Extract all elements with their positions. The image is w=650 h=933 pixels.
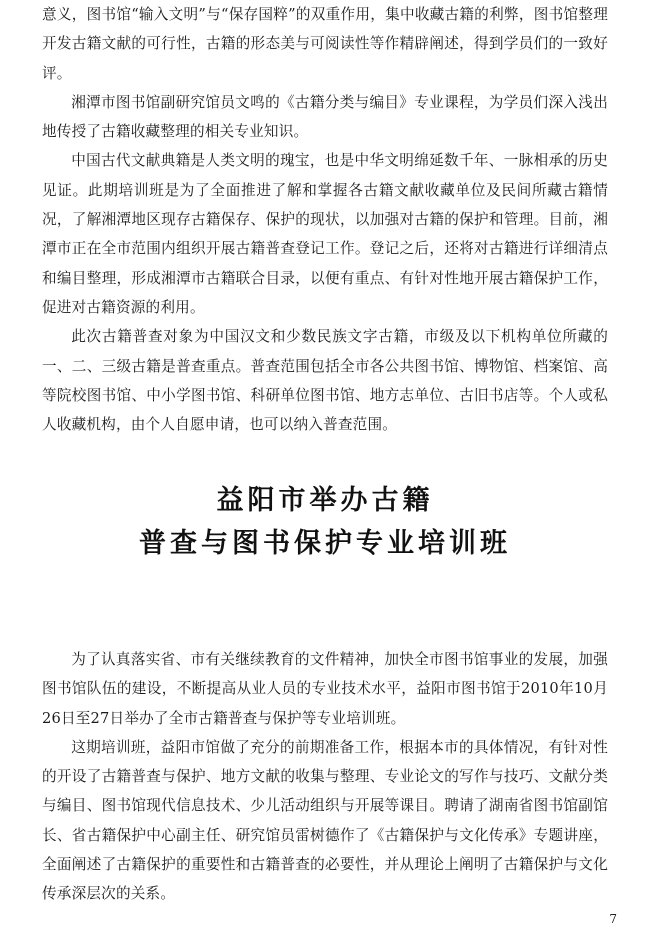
article-title-line-2: 普查与图书保护专业培训班 (139, 528, 511, 559)
page-number: 7 (609, 912, 617, 926)
previous-article-continuation (42, 0, 608, 439)
article-body (42, 645, 608, 909)
body-paragraph: 这期培训班，益阳市馆做了充分的前期准备工作，根据本市的具体情况，有针对性的开设了古籍普查与保护、地方文献的收集与整理、专业论文的写作与技巧、文献分类与编目、图书馆现代信息技术、少儿活动组织与开展等课目。聘请了湖南省图书馆副馆长、省古籍保护中心副主任、研究馆员雷树德作了《古籍保护与文化传承》专题讲座，全面阐述了古籍保护的重要性和古籍普查的必要性，并从理论上阐明了古籍保护与文化传承深层次的关系。 (42, 738, 608, 903)
article-title-line-1: 益阳市举办古籍 (216, 485, 434, 516)
body-paragraph: 湘潭市图书馆副研究馆员文鸣的《古籍分类与编目》专业课程，为学员们深入浅出地传授了古籍收藏整理的相关专业知识。 (42, 93, 608, 141)
body-paragraph: 意义，图书馆“输入文明”与“保存国粹”的双重作用，集中收藏古籍的利弊，图书馆整理开发古籍文献的可行性，古籍的形态美与可阅读性等作精辟阐述，得到学员们的一致好评。 (42, 6, 608, 82)
body-paragraph: 为了认真落实省、市有关继续教育的文件精神，加快全市图书馆事业的发展，加强图书馆队伍的建设，不断提高从业人员的专业技术水平，益阳市图书馆于2010年10月26日至27日举办了全市古籍普查与保护等专业培训班。 (42, 651, 608, 727)
body-paragraph: 中国古代文献典籍是人类文明的瑰宝，也是中华文明绵延数千年、一脉相承的历史见证。此期培训班是为了全面推进了解和掌握各古籍文献收藏单位及民间所藏古籍情况，了解湘潭地区现存古籍保存、保护的现状，以加强对古籍的保护和管理。目前，湘潭市正在全市范围内组织开展古籍普查登记工作。登记之后，还将对古籍进行详细清点和编目整理，形成湘潭市古籍联合目录，以便有重点、有针对性地开展古籍保护工作，促进对古籍资源的利用。 (42, 152, 608, 316)
body-paragraph: 此次古籍普查对象为中国汉文和少数民族文字古籍，市级及以下机构单位所藏的一、二、三级古籍是普查重点。普查范围包括全市各公共图书馆、博物馆、档案馆、高等院校图书馆、中小学图书馆、科研单位图书馆、地方志单位、古旧书店等。个人或私人收藏机构，由个人自愿申请，也可以纳入普查范围。 (42, 328, 608, 434)
